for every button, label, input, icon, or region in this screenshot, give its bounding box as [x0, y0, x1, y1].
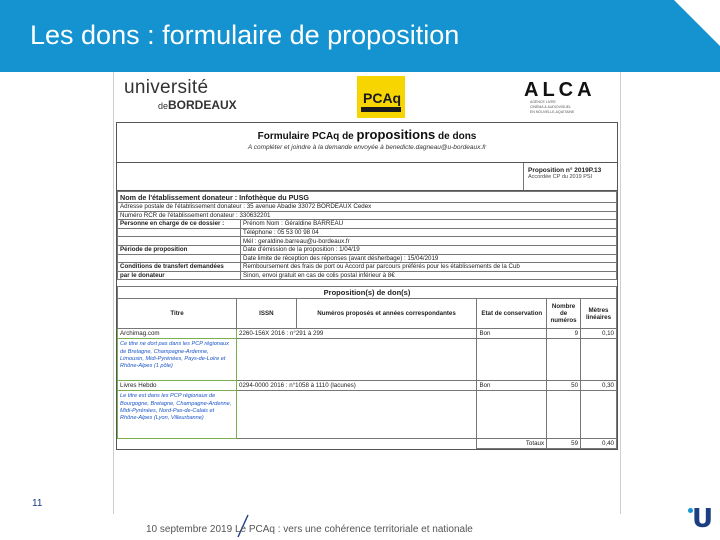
column-header-issues: Numéros proposés et années correspondantes	[296, 299, 477, 329]
cell-issn: 0294-0000 2016 : n°1058 à 1110 (lacunes)	[237, 381, 477, 391]
totals-count: 59	[547, 439, 581, 449]
table-row	[118, 271, 617, 280]
row-value: Date limite de réception des réponses (avant désherbage) : 15/04/2019	[241, 254, 617, 263]
form-document	[113, 72, 621, 514]
cell-meters: 0,10	[581, 329, 617, 339]
totals-meters: 0,40	[581, 439, 617, 449]
propositions-table	[117, 286, 617, 449]
empty-cell	[237, 339, 477, 381]
form-frame	[116, 122, 618, 450]
establishment-header: Nom de l'établissement donateur : Infothèque du PUSG	[118, 192, 617, 203]
cell-state: Bon	[477, 329, 547, 339]
row-label	[118, 254, 241, 263]
row-label: Personne en charge de ce dossier :	[118, 220, 241, 229]
propositions-header: Proposition(s) de don(s)	[118, 287, 617, 299]
cell-count: 50	[547, 381, 581, 391]
column-header-title: Titre	[118, 299, 237, 329]
university-logo-line2	[158, 98, 237, 112]
table-row	[118, 381, 617, 391]
pcaq-logo	[357, 76, 405, 118]
alca-logo-sub2: CINÉMA & AUDIOVISUEL	[530, 105, 572, 109]
page-number: 11	[32, 498, 43, 509]
cell-note: Ce titre ne dort pas dans les PCP régionaux de Bretagne, Champagne-Ardenne, Limousin, Midi-Pyrénées, Pays-de-Loire et Rhône-Alpes (1 pôle)	[118, 339, 237, 381]
slide-title: Les dons : formulaire de proposition	[30, 20, 460, 50]
pcaq-logo-bar	[361, 107, 401, 112]
table-row	[118, 228, 617, 237]
row-label: Conditions de transfert demandées	[118, 263, 241, 272]
empty-cell	[477, 391, 547, 439]
footer-text: 10 septembre 2019 Le PCAq : vers une cohérence territoriale et nationale	[146, 524, 473, 535]
row-value: Téléphone : 05 53 00 98 04	[241, 228, 617, 237]
form-title	[117, 127, 617, 142]
proposition-number-row	[117, 163, 617, 191]
university-logo-prefix: de	[158, 101, 169, 111]
column-header-issn: ISSN	[237, 299, 297, 329]
university-logo-line1: université	[124, 77, 209, 98]
column-header-state: Etat de conservation	[477, 299, 547, 329]
establishment-rcr: Numéro RCR de l'établissement donateur : 330632201	[118, 211, 617, 220]
alca-logo-sub1: AGENCE LIVRE	[530, 100, 556, 104]
university-logo-bordeaux: BORDEAUX	[168, 98, 237, 112]
form-title-suffix: de dons	[438, 131, 477, 142]
university-bordeaux-logo	[124, 77, 237, 114]
cell-title: Archimag.com	[118, 329, 237, 339]
form-title-prefix: Formulaire PCAq de	[257, 131, 354, 142]
form-title-big: propositions	[356, 127, 436, 142]
empty-cell	[581, 391, 617, 439]
alca-logo-mark: ALCA	[524, 79, 596, 101]
cell-meters: 0,30	[581, 381, 617, 391]
establishment-address: Adresse postale de l'établissement donateur : 35 avenue Abadie 33072 BORDEAUX Cedex	[118, 203, 617, 212]
table-row	[118, 263, 617, 272]
alca-logo	[524, 80, 616, 126]
table-row	[118, 237, 617, 246]
pcaq-logo-text: PCAq	[363, 90, 402, 106]
empty-cell	[547, 391, 581, 439]
table-row	[118, 220, 617, 229]
row-value: Mél : geraldine.barreau@u-bordeaux.fr	[241, 237, 617, 246]
proposition-number-sub: Accordée CP du 2019 PSI	[528, 174, 593, 180]
row-value: Prénom Nom : Géraldine BARREAU	[241, 220, 617, 229]
row-value: Date d'émission de la proposition : 1/04/19	[241, 245, 617, 254]
alca-logo-sub3: EN NOUVELLE-AQUITAINE	[530, 110, 575, 114]
empty-cell	[581, 339, 617, 381]
cell-count: 9	[547, 329, 581, 339]
empty-cell	[477, 339, 547, 381]
cell-note: Le titre est dans les PCP régionaux de Bourgogne, Bretagne, Champagne-Ardenne, Midi-Pyrénées, Nord-Pas-de-Calais et Rhône-Alpes (Lyon, Villeurbanne)	[118, 391, 237, 439]
proposition-number: Proposition n° 2019P.13	[528, 167, 602, 174]
row-label: Période de proposition	[118, 245, 241, 254]
header-corner	[674, 0, 720, 46]
column-header-meters: Mètres linéaires	[581, 299, 617, 329]
logo-u-glyph: U	[692, 504, 714, 534]
column-header-count: Nombre de numéros	[547, 299, 581, 329]
table-row	[118, 391, 617, 439]
empty-cell	[547, 339, 581, 381]
proposition-number-block	[523, 163, 601, 190]
table-row	[118, 245, 617, 254]
row-value: Sinon, envoi gratuit en cas de colis postal inférieur à 8€	[241, 271, 617, 280]
row-label	[118, 228, 241, 237]
slide-header	[0, 0, 720, 72]
empty-cell	[118, 439, 477, 449]
university-u-logo	[688, 504, 716, 536]
table-row	[118, 254, 617, 263]
cell-title: Livres Hebdo	[118, 381, 237, 391]
totals-label: Totaux	[477, 439, 547, 449]
row-label: par le donateur	[118, 271, 241, 280]
establishment-table	[117, 191, 617, 280]
form-subtitle: A compléter et joindre à la demande envoyée à benedicte.dagneau@u-bordeaux.fr	[247, 144, 487, 151]
row-value: Remboursement des frais de port ou Accord par parcours préférés pour les établissements de la Cub	[241, 263, 617, 272]
empty-cell	[237, 391, 477, 439]
cell-state: Bon	[477, 381, 547, 391]
table-row	[118, 339, 617, 381]
totals-row	[118, 439, 617, 449]
row-label	[118, 237, 241, 246]
cell-issn: 2260-156X 2016 : n°291 à 299	[237, 329, 477, 339]
form-title-block	[117, 123, 617, 163]
table-row	[118, 329, 617, 339]
